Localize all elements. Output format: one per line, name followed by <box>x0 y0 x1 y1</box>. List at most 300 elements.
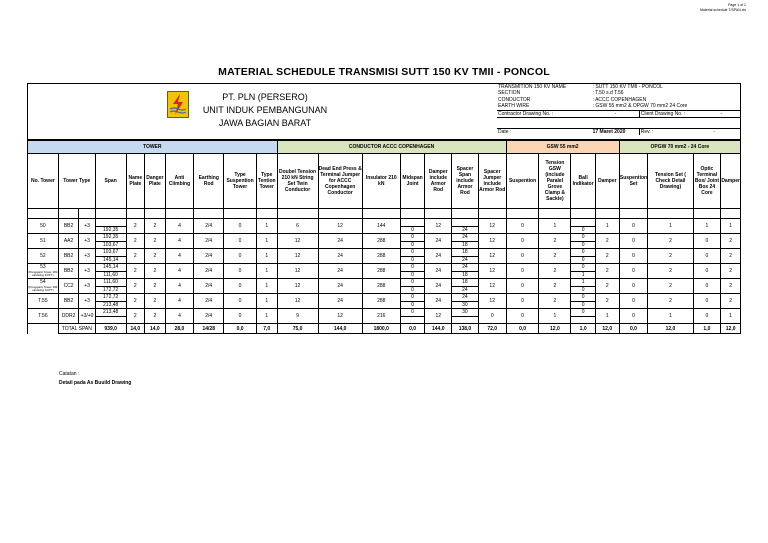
midspan-joint: 0 <box>400 309 425 317</box>
cell-gsw-suspention: 0 <box>506 219 539 234</box>
material-table <box>27 140 741 334</box>
col-header: Type Suspention Tower <box>224 154 257 209</box>
spacer-span: 18 <box>452 279 479 287</box>
cell-optic-box: 0 <box>693 309 721 324</box>
cell-damper: 12 <box>425 309 452 324</box>
cell-ins: 288 <box>362 294 400 309</box>
col-header: Ball Indikator <box>571 154 596 209</box>
col-header: Spacer Span include Armor Rod <box>452 154 479 209</box>
cell-name: 2 <box>126 309 144 324</box>
cell-damper: 12 <box>425 219 452 234</box>
midspan-joint: 0 <box>400 294 425 302</box>
total-label: TOTAL SPAN <box>58 324 95 334</box>
cell-gsw-suspention: 0 <box>506 264 539 279</box>
span-value <box>95 219 126 227</box>
cell-damper: 24 <box>425 294 452 309</box>
cell-dead: 24 <box>318 234 362 249</box>
cell-gsw-tension: 1 <box>539 309 571 324</box>
ball-indikator: 0 <box>571 286 596 294</box>
cell-danger: 2 <box>145 309 166 324</box>
total-gsw-tension: 12,0 <box>539 324 571 334</box>
group-conductor: CONDUCTOR ACCC COPENHAGEN <box>277 141 506 154</box>
cell-tens: 1 <box>256 264 277 279</box>
total-gsw-suspention: 0,0 <box>506 324 539 334</box>
span-value: 192,35 <box>95 226 126 234</box>
midspan-joint: 0 <box>400 286 425 294</box>
cell-spacer-jumper: 12 <box>478 279 506 294</box>
tower-number-text: 52 <box>40 252 46 259</box>
cell-optic-box: 1 <box>693 219 721 234</box>
cell-anti: 4 <box>165 309 194 324</box>
midspan-joint: 0 <box>400 301 425 309</box>
col-header: Dead End Press & Terminal Jumper for ACCC Copenhagen Conductor <box>318 154 362 209</box>
cell-optic-box: 0 <box>693 279 721 294</box>
ball-indikator: 1 <box>571 279 596 287</box>
cell-opgw-tension: 1 <box>648 219 693 234</box>
project-info <box>497 84 740 135</box>
cell-dbl: 12 <box>277 264 318 279</box>
span-value: 172,72 <box>95 294 126 302</box>
cell-gsw-tension: 2 <box>539 279 571 294</box>
cell-gsw-tension: 2 <box>539 264 571 279</box>
cell-tens: 1 <box>256 249 277 264</box>
cell-gsw-suspention: 0 <box>506 249 539 264</box>
col-header: Optic Terminal Box/ Joint Box 24 Core <box>693 154 721 209</box>
tower-number-text: T.56 <box>38 312 48 319</box>
total-spacer-span: 138,0 <box>452 324 479 334</box>
cell-susp: 0 <box>224 309 257 324</box>
cell-danger: 2 <box>145 219 166 234</box>
table-row <box>28 279 741 287</box>
cell-gsw-damper: 2 <box>595 234 619 249</box>
cell-earth: 2/4 <box>194 294 224 309</box>
cell-gsw-damper: 2 <box>595 294 619 309</box>
cell-gsw-damper: 2 <box>595 279 619 294</box>
spacer-span: 30 <box>452 309 479 317</box>
cell-spacer-jumper: 0 <box>478 309 506 324</box>
cell-spacer-jumper: 12 <box>478 264 506 279</box>
cell-dbl: 12 <box>277 279 318 294</box>
cell-danger: 2 <box>145 264 166 279</box>
cell-susp: 0 <box>224 264 257 279</box>
ball-indikator: 0 <box>571 301 596 309</box>
tower-number <box>28 294 59 309</box>
cell-opgw-damper: 2 <box>721 234 741 249</box>
cell-name: 2 <box>126 294 144 309</box>
total-span: 939,0 <box>95 324 126 334</box>
cell-gsw-tension: 1 <box>539 219 571 234</box>
page-info <box>700 3 746 13</box>
cell-gsw-suspention: 0 <box>506 294 539 309</box>
ball-indikator: 0 <box>571 256 596 264</box>
cell-optic-box: 0 <box>693 264 721 279</box>
col-header: Spacer Jumper include Armor Rod <box>478 154 506 209</box>
spacer-span: 24 <box>452 234 479 242</box>
cell-gsw-suspention: 0 <box>506 309 539 324</box>
col-header: Insulator 210 kN <box>362 154 400 209</box>
tower-number-text: 51 <box>40 237 46 244</box>
col-header: Damper <box>721 154 741 209</box>
earth-wire-label: EARTH WIRE <box>498 103 530 110</box>
conductor-value: : ACCC COPENHAGEN <box>592 96 647 103</box>
tower-type: CC2 <box>58 279 79 294</box>
cell-name: 2 <box>126 264 144 279</box>
ball-indikator: 0 <box>571 264 596 272</box>
spacer-span: 30 <box>452 301 479 309</box>
document-title: MATERIAL SCHEDULE TRANSMISI SUTT 150 KV TMII - PONCOL <box>218 66 550 78</box>
cell-danger: 2 <box>145 249 166 264</box>
spacer-span: 24 <box>452 294 479 302</box>
total-spacer-jumper: 72,0 <box>478 324 506 334</box>
total-gsw-damper: 12,0 <box>595 324 619 334</box>
midspan-joint: 0 <box>400 264 425 272</box>
tower-number <box>28 234 59 249</box>
col-header: Earthing Rod <box>194 154 224 209</box>
spacer-span: 24 <box>452 264 479 272</box>
tower-note: (Pengganti Tower 183 eksisting SUTT) <box>28 269 58 278</box>
tower-extension: +3 <box>79 264 95 279</box>
cell-opgw-tension: 2 <box>648 294 693 309</box>
cell-opgw-damper: 1 <box>721 219 741 234</box>
tower-extension: +3 <box>79 249 95 264</box>
tower-extension: +3 <box>79 279 95 294</box>
midspan-joint: 0 <box>400 241 425 249</box>
spacer-span <box>452 316 479 324</box>
ball-indikator: 0 <box>571 226 596 234</box>
rev-value: - <box>713 129 715 136</box>
midspan-joint: 0 <box>400 279 425 287</box>
span-value: 172,72 <box>95 286 126 294</box>
cell-tens: 1 <box>256 219 277 234</box>
company-line-2: UNIT INDUK PEMBANGUNAN <box>202 105 328 115</box>
cell-susp: 0 <box>224 294 257 309</box>
col-header: Danger Plate <box>145 154 166 209</box>
span-value: 145,14 <box>95 264 126 272</box>
tower-type: DDR2 <box>58 309 79 324</box>
rev-label: Rev. : <box>640 129 654 136</box>
cell-danger: 2 <box>145 294 166 309</box>
span-value <box>95 316 126 324</box>
spacer-span: 18 <box>452 241 479 249</box>
col-header: Tower Type <box>58 154 95 209</box>
ball-indikator <box>571 219 596 227</box>
group-opgw: OPGW 70 mm2 - 24 Core <box>619 141 740 154</box>
notes-label: Catatan : <box>59 371 80 377</box>
tower-type: BB2 <box>58 249 79 264</box>
col-header: Tension GSW (include Paralel Grove Clamp & Sackle) <box>539 154 571 209</box>
cell-opgw-suspention: 0 <box>619 234 648 249</box>
cell-opgw-damper: 2 <box>721 294 741 309</box>
cell-dead: 24 <box>318 264 362 279</box>
col-header: Tension Set ( Check Detail Drawing) <box>648 154 693 209</box>
transmition-label: TRANSMITION 150 KV NAME <box>498 84 567 90</box>
cell-damper: 24 <box>425 264 452 279</box>
ball-indikator: 0 <box>571 309 596 317</box>
cell-earth: 2/4 <box>194 309 224 324</box>
tower-extension: +3 <box>79 234 95 249</box>
earth-wire-value: : GSW 55 mm2 & OPGW 70 mm2 24 Core <box>592 103 688 110</box>
tower-note: (Pengganti Tower 184 eksisting SUTT) <box>28 284 58 293</box>
span-value: 145,14 <box>95 256 126 264</box>
cell-damper: 24 <box>425 234 452 249</box>
total-ball-indikator: 1,0 <box>571 324 596 334</box>
cell-damper: 24 <box>425 249 452 264</box>
total-danger-plate: 14,0 <box>145 324 166 334</box>
cell-earth: 2/4 <box>194 264 224 279</box>
cell-opgw-tension: 2 <box>648 249 693 264</box>
tower-type: BB2 <box>58 264 79 279</box>
group-tower: TOWER <box>28 141 278 154</box>
midspan-joint: 0 <box>400 234 425 242</box>
cell-gsw-damper: 1 <box>595 309 619 324</box>
col-header: Suspention <box>506 154 539 209</box>
span-value: 213,48 <box>95 309 126 317</box>
spacer-span: 18 <box>452 249 479 257</box>
total-optic-box: 1,0 <box>693 324 721 334</box>
total-opgw-tension: 12,0 <box>648 324 693 334</box>
cell-opgw-damper: 2 <box>721 249 741 264</box>
total-anti-climbing: 28,0 <box>165 324 194 334</box>
tower-extension: +3 <box>79 219 95 234</box>
page-number: Page 1 of 1 <box>728 3 746 7</box>
cell-opgw-suspention: 0 <box>619 264 648 279</box>
cell-opgw-suspention: 0 <box>619 309 648 324</box>
tower-number-text: 50 <box>40 222 46 229</box>
cell-anti: 4 <box>165 294 194 309</box>
midspan-joint <box>400 219 425 227</box>
total-double-tension: 75,0 <box>277 324 318 334</box>
cell-ins: 288 <box>362 264 400 279</box>
cell-dbl: 12 <box>277 294 318 309</box>
ball-indikator: 0 <box>571 249 596 257</box>
col-header: Name Plate <box>126 154 144 209</box>
cell-dbl: 6 <box>277 219 318 234</box>
cell-susp: 0 <box>224 249 257 264</box>
cell-dbl: 12 <box>277 249 318 264</box>
cell-anti: 4 <box>165 279 194 294</box>
cell-gsw-damper: 2 <box>595 249 619 264</box>
col-header: Midspan Joint <box>400 154 425 209</box>
tower-number <box>28 219 59 234</box>
section-label: SECTION <box>498 90 521 97</box>
cell-opgw-tension: 2 <box>648 234 693 249</box>
cell-earth: 2/4 <box>194 234 224 249</box>
table-row <box>28 264 741 272</box>
tower-extension: +3/+0 <box>79 309 95 324</box>
client-value: - <box>720 110 723 117</box>
cell-ins: 288 <box>362 234 400 249</box>
cell-earth: 2/4 <box>194 279 224 294</box>
total-row <box>28 324 741 334</box>
ball-indikator: 0 <box>571 294 596 302</box>
cell-gsw-damper: 1 <box>595 219 619 234</box>
cell-dbl: 9 <box>277 309 318 324</box>
cell-ins: 288 <box>362 249 400 264</box>
cell-name: 2 <box>126 234 144 249</box>
cell-dead: 24 <box>318 249 362 264</box>
cell-optic-box: 0 <box>693 249 721 264</box>
span-value: 213,48 <box>95 301 126 309</box>
cell-dead: 12 <box>318 309 362 324</box>
column-headers <box>28 154 741 209</box>
total-opgw-damper: 12,0 <box>721 324 741 334</box>
cell-opgw-suspention: 0 <box>619 219 648 234</box>
cell-gsw-suspention: 0 <box>506 279 539 294</box>
col-header: Type Tention Tower <box>256 154 277 209</box>
cell-dead: 24 <box>318 279 362 294</box>
cell-spacer-jumper: 12 <box>478 234 506 249</box>
tower-number <box>28 264 59 279</box>
tower-type: BB2 <box>58 294 79 309</box>
date-value: 17 Maret 2020 <box>592 129 640 136</box>
ball-indikator <box>571 316 596 324</box>
midspan-joint: 0 <box>400 271 425 279</box>
cell-anti: 4 <box>165 249 194 264</box>
tower-extension: +3 <box>79 294 95 309</box>
total-dead-end: 144,0 <box>318 324 362 334</box>
midspan-joint: 0 <box>400 226 425 234</box>
table-body <box>28 219 741 324</box>
ball-indikator: 0 <box>571 234 596 242</box>
cell-opgw-suspention: 0 <box>619 294 648 309</box>
conductor-label: CONDUCTOR <box>498 96 531 103</box>
spacer-span: 24 <box>452 226 479 234</box>
total-suspention-tower: 0,0 <box>224 324 257 334</box>
col-header: Damper <box>595 154 619 209</box>
cell-gsw-tension: 2 <box>539 249 571 264</box>
notes-text: Detail pada As Buuild Drawing <box>59 380 132 386</box>
ball-indikator: 1 <box>571 271 596 279</box>
tower-number-text: 53 <box>40 264 46 271</box>
spacer-span: 18 <box>452 271 479 279</box>
cell-opgw-damper: 2 <box>721 279 741 294</box>
cell-susp: 0 <box>224 234 257 249</box>
total-damper: 144,0 <box>425 324 452 334</box>
date-label: Date : <box>498 129 512 136</box>
cell-ins: 144 <box>362 219 400 234</box>
cell-opgw-tension: 2 <box>648 264 693 279</box>
company-line-3: JAWA BAGIAN BARAT <box>218 118 312 128</box>
table-row <box>28 294 741 302</box>
tower-number <box>28 249 59 264</box>
span-value: 103,67 <box>95 241 126 249</box>
cell-spacer-jumper: 12 <box>478 219 506 234</box>
midspan-joint <box>400 316 425 324</box>
cell-name: 2 <box>126 249 144 264</box>
cell-optic-box: 0 <box>693 234 721 249</box>
total-opgw-suspention: 0,0 <box>619 324 648 334</box>
col-header: Suspention Set <box>619 154 648 209</box>
col-header: Span <box>95 154 126 209</box>
cell-gsw-suspention: 0 <box>506 234 539 249</box>
spacer-span: 24 <box>452 256 479 264</box>
cell-tens: 1 <box>256 234 277 249</box>
cell-gsw-damper: 2 <box>595 264 619 279</box>
cell-name: 2 <box>126 279 144 294</box>
tower-number <box>28 279 59 294</box>
col-header: No. Tower <box>28 154 59 209</box>
cell-anti: 4 <box>165 219 194 234</box>
cell-opgw-tension: 2 <box>648 279 693 294</box>
tower-type: BB2 <box>58 219 79 234</box>
cell-dead: 12 <box>318 219 362 234</box>
total-tention-tower: 7,0 <box>256 324 277 334</box>
cell-anti: 4 <box>165 264 194 279</box>
total-insulator: 1800,0 <box>362 324 400 334</box>
cell-ins: 288 <box>362 279 400 294</box>
tower-number <box>28 309 59 324</box>
cell-gsw-tension: 2 <box>539 234 571 249</box>
cell-dbl: 12 <box>277 234 318 249</box>
cell-susp: 0 <box>224 279 257 294</box>
group-gsw: GSW 55 mm2 <box>506 141 619 154</box>
col-header: Doubel Tension 210 kN String Set Twin Conductor <box>277 154 318 209</box>
cell-opgw-tension: 1 <box>648 309 693 324</box>
company-name <box>185 91 345 130</box>
spacer-span <box>452 219 479 227</box>
ball-indikator: 0 <box>571 241 596 249</box>
client-label: Client Drawing No. : <box>640 110 686 117</box>
tower-number-text: T.55 <box>38 297 48 304</box>
cell-optic-box: 0 <box>693 294 721 309</box>
cell-susp: 0 <box>224 219 257 234</box>
cell-tens: 1 <box>256 309 277 324</box>
spacer-row <box>28 209 741 219</box>
spacer-span: 24 <box>452 286 479 294</box>
cell-danger: 2 <box>145 234 166 249</box>
cell-opgw-damper: 1 <box>721 309 741 324</box>
tower-number-text: 54 <box>40 279 46 286</box>
table-row <box>28 309 741 317</box>
span-value: 111,60 <box>95 271 126 279</box>
midspan-joint: 0 <box>400 249 425 257</box>
cell-anti: 4 <box>165 234 194 249</box>
cell-ins: 216 <box>362 309 400 324</box>
cell-gsw-tension: 2 <box>539 294 571 309</box>
cell-spacer-jumper: 12 <box>478 249 506 264</box>
cell-earth: 2/4 <box>194 219 224 234</box>
cell-opgw-damper: 2 <box>721 264 741 279</box>
tower-type: AA2 <box>58 234 79 249</box>
span-value: 111,60 <box>95 279 126 287</box>
table-row <box>28 249 741 257</box>
cell-dead: 24 <box>318 294 362 309</box>
cell-tens: 1 <box>256 294 277 309</box>
cell-spacer-jumper: 12 <box>478 294 506 309</box>
total-name-plate: 14,0 <box>126 324 144 334</box>
span-value: 103,67 <box>95 249 126 257</box>
midspan-joint: 0 <box>400 256 425 264</box>
cell-name: 2 <box>126 219 144 234</box>
col-header: Damper include Armor Rod <box>425 154 452 209</box>
transmition-value: : SUTT 150 KV TMII - PONCOL <box>592 84 663 90</box>
cell-damper: 24 <box>425 279 452 294</box>
section-value: : T.50 s.d T.56 <box>592 90 624 97</box>
total-midspan-joint: 0,0 <box>400 324 425 334</box>
col-header: Anti Climbing <box>165 154 194 209</box>
file-name: Material schedule T/SPAN.xls <box>700 8 746 12</box>
cell-earth: 2/4 <box>194 249 224 264</box>
contractor-value: - <box>592 110 640 117</box>
notes <box>59 370 131 388</box>
contractor-label: Contractor Drawing No. : <box>498 110 554 117</box>
span-value: 192,35 <box>95 234 126 242</box>
table-row <box>28 219 741 227</box>
company-line-1: PT. PLN (PERSERO) <box>222 92 308 102</box>
table-row <box>28 234 741 242</box>
total-earthing-rod: 14/28 <box>194 324 224 334</box>
cell-danger: 2 <box>145 279 166 294</box>
